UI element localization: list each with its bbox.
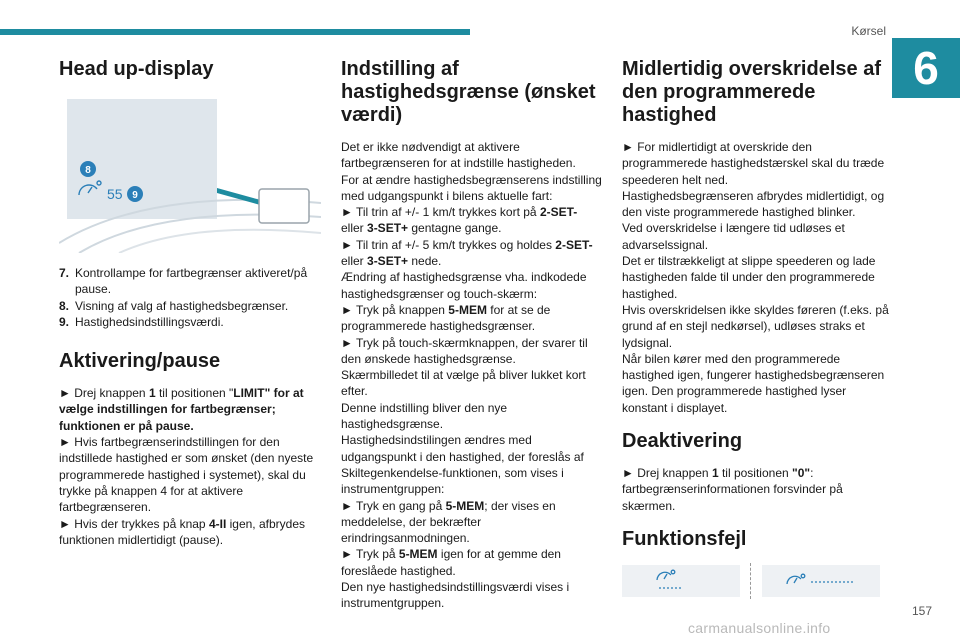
- page-number: 157: [911, 604, 932, 618]
- override-text: Det er tilstrækkeligt at slippe speederen og lade hastigheden falde til under den programmerede hastighed.: [622, 254, 876, 301]
- fault-figure: [622, 563, 890, 599]
- column-1: [59, 58, 321, 548]
- setting-text: Den nye hastighedsindstillingsværdi vises i instrumentgruppen.: [341, 580, 570, 611]
- override-text: Hvis overskridelsen ikke skyldes føreren (f.eks. på grund af en stejl nedkørsel), udløses straks et lydsignal.: [622, 302, 889, 350]
- legend-text: Visning af valg af hastighedsbegrænser.: [75, 298, 289, 313]
- watermark: carmanualsonline.info: [688, 620, 831, 636]
- speed-limiter-fault-dashes-icon: [781, 568, 861, 594]
- activation-step-1: ► Drej knappen 1 til positionen "LIMIT" for at vælge indstillingen for fartbegrænser; funktionen er på pause.: [59, 386, 304, 433]
- override-text: Hastighedsbegrænseren afbrydes midlertidigt, og den viste programmerede hastighed blinker.: [622, 188, 885, 220]
- hud-screen: [259, 189, 309, 223]
- setting-step: ► Tryk en gang på 5-MEM; der vises en meddelelse, der bekræfter erindringsanmodningen.: [341, 498, 556, 546]
- setting-text: Det er ikke nødvendigt at aktivere fartbegrænseren for at indstille hastigheden.: [341, 140, 576, 171]
- section-title-deactivation: Deaktivering: [622, 430, 743, 453]
- speed-limiter-fault-icon: [651, 568, 711, 594]
- legend-item: [59, 298, 321, 314]
- section-title-activation: Aktivering/pause: [59, 350, 221, 373]
- callout-9: 9: [132, 190, 138, 201]
- setting-text: For at ændre hastighedsbegrænserens indstilling med udgangspunkt i bilens aktuelle fart:: [341, 172, 602, 203]
- hud-legend: [59, 265, 321, 330]
- setting-step: ► Tryk på 5-MEM igen for at gemme den foreslåede hastighed.: [341, 547, 561, 578]
- setting-text: Ændring af hastighedsgrænse vha. indkodede hastighedsgrænser og touch-skærm:: [341, 270, 587, 301]
- setting-text: Denne indstilling bliver den nye hastighedsgrænse.: [341, 400, 508, 432]
- section-title-override: Midlertidig overskridelse af den programmerede hastighed: [622, 58, 881, 126]
- legend-num: 7.: [59, 266, 70, 280]
- override-text: Ved overskridelse i længere tid udløses et advarselssignal.: [622, 221, 845, 252]
- deactivation-step: ► Drej knappen 1 til positionen "0": fartbegrænserinformationen forsvinder på skærmen.: [622, 466, 843, 513]
- override-step: ► For midlertidigt at overskride den programmerede hastighedstærskel skal du træde speederen helt ned.: [622, 140, 885, 187]
- legend-text: Kontrollampe for fartbegrænser aktiveret/på pause.: [75, 266, 308, 297]
- chapter-name: Kørsel: [851, 24, 886, 38]
- activation-step-3: ► Hvis der trykkes på knap 4-II igen, afbrydes funktionen midlertidigt (pause).: [59, 516, 305, 547]
- column-2: [341, 58, 603, 612]
- chapter-color-bar: [0, 29, 470, 35]
- legend-text: Hastighedsindstillingsværdi.: [75, 314, 224, 329]
- section-title-fault: Funktionsfejl: [622, 527, 747, 550]
- section-title-hud: Head up-display: [59, 58, 214, 80]
- hud-pointer: [217, 188, 264, 206]
- section-title-speed-setting: Indstilling af hastighedsgrænse (ønsket værdi): [341, 58, 596, 126]
- setting-text: Hastighedsindstilingen ændres med udgangspunkt i den hastighed, der foreslås af Skiltegenkendelse-funktionen, som vises i instrumentgruppen:: [341, 433, 584, 497]
- fault-indicator-2: [762, 565, 880, 597]
- activation-step-2: ► Hvis fartbegrænserindstillingen for den indstillede hastighed er som ønsket (den nyeste programmerede hastighed i systemet), skal du trykke på knappen 4 for at aktivere fartbegrænseren.: [59, 435, 314, 515]
- setting-text: Skærmbilledet til at vælge på bliver lukket kort efter.: [341, 368, 586, 399]
- fault-indicator-1: [622, 565, 740, 597]
- legend-num: 8.: [59, 298, 70, 313]
- hud-display-panel: [67, 99, 217, 219]
- callout-8: 8: [85, 165, 91, 176]
- setting-step: ► Til trin af +/- 1 km/t trykkes kort på 2-SET- eller 3-SET+ gentagne gange.: [341, 205, 578, 236]
- setting-step: ► Tryk på touch-skærmknappen, der svarer til den ønskede hastighedsgrænse.: [341, 335, 588, 366]
- setting-step: ► Til trin af +/- 5 km/t trykkes og holdes 2-SET- eller 3-SET+ nede.: [341, 237, 593, 269]
- column-3: [622, 58, 890, 599]
- hud-figure: [59, 93, 321, 253]
- override-text: Når bilen kører med den programmerede hastighed igen, fungerer hastighedsbegrænseren igen. Den programmerede hastighed lyser konstant i displayet.: [622, 351, 885, 415]
- hud-speed-value: 55: [107, 186, 123, 202]
- fault-separator: [750, 563, 752, 599]
- legend-num: 9.: [59, 314, 70, 329]
- hud-illustration: [59, 93, 321, 253]
- chapter-number-tab: 6: [892, 38, 960, 98]
- legend-item: [59, 265, 321, 298]
- legend-item: [59, 314, 321, 330]
- setting-step: ► Tryk på knappen 5-MEM for at se de programmerede hastighedsgrænser.: [341, 302, 551, 334]
